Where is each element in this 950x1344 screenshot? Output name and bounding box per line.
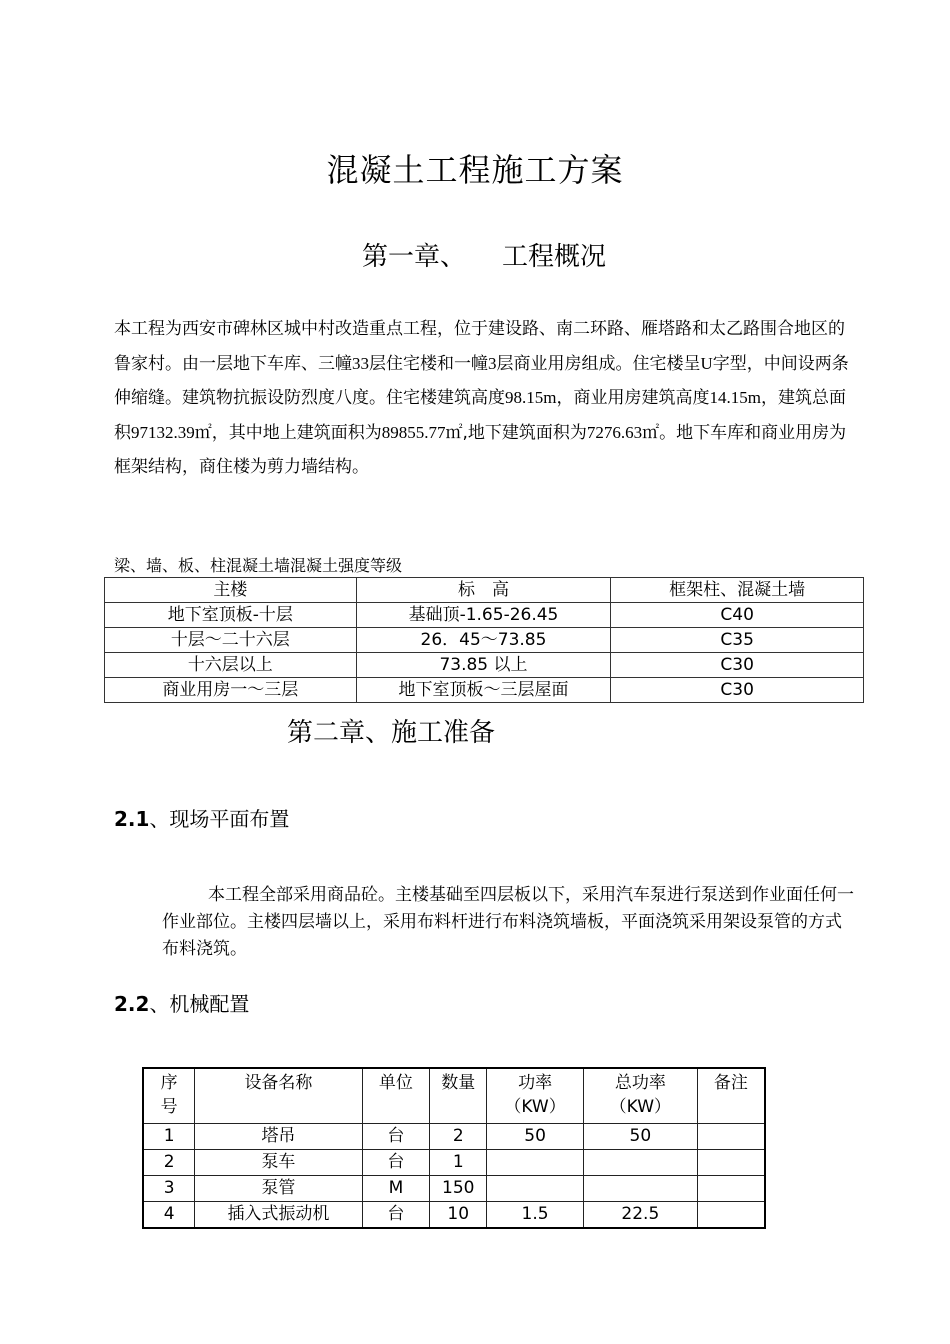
table-cell: 十层～二十六层 bbox=[105, 628, 357, 653]
table-cell: M bbox=[362, 1176, 430, 1202]
table-row bbox=[143, 1124, 765, 1150]
chapter-1-heading bbox=[0, 236, 950, 273]
intro-number: 7276.63㎡ bbox=[586, 422, 660, 442]
table-cell bbox=[583, 1150, 697, 1176]
header-line: 序 bbox=[160, 1073, 178, 1093]
header-cell-power bbox=[487, 1068, 584, 1124]
table-cell bbox=[697, 1124, 765, 1150]
table-cell: 2 bbox=[143, 1150, 195, 1176]
intro-number: 97132.39㎡ bbox=[131, 422, 212, 442]
table-cell: 泵管 bbox=[195, 1176, 362, 1202]
header-cell-name: 设备名称 bbox=[195, 1068, 362, 1124]
chapter-2-heading: 第二章、施工准备 bbox=[287, 718, 496, 748]
intro-number: 3 bbox=[488, 353, 497, 373]
table-cell: 台 bbox=[362, 1150, 430, 1176]
table-1-caption: 梁、墙、板、柱混凝土墙混凝土强度等级 bbox=[114, 556, 403, 575]
header-cell-index bbox=[143, 1068, 195, 1124]
table-cell: 泵车 bbox=[195, 1150, 362, 1176]
table-cell: C30 bbox=[611, 653, 864, 678]
table-row bbox=[143, 1202, 765, 1229]
header-cell-total-power bbox=[583, 1068, 697, 1124]
table-cell: 插入式振动机 bbox=[195, 1202, 362, 1229]
table-cell bbox=[487, 1176, 584, 1202]
table-cell: 1 bbox=[143, 1124, 195, 1150]
table-cell: 十六层以上 bbox=[105, 653, 357, 678]
header-cell: 主楼 bbox=[105, 578, 357, 603]
table-cell bbox=[487, 1150, 584, 1176]
paragraph-text: 本工程全部采用商品砼。主楼基础至四层板以下，采用汽车泵进行泵送到作业面任何一作业部位。主楼四层墙以上，采用布料杆进行布料浇筑墙板，平面浇筑采用架设泵管的方式布料浇筑。 bbox=[162, 885, 854, 959]
table-header-row bbox=[105, 578, 864, 603]
intro-number: 89855.77㎡ bbox=[381, 422, 463, 442]
intro-text: ，其中地上建筑面积为 bbox=[211, 422, 382, 443]
section-title: 、现场平面布置 bbox=[149, 807, 290, 831]
header-line: （KW） bbox=[609, 1097, 672, 1117]
header-cell-quantity: 数量 bbox=[430, 1068, 487, 1124]
table-header-row bbox=[143, 1068, 765, 1124]
concrete-strength-table bbox=[104, 577, 864, 703]
table-row bbox=[105, 653, 864, 678]
header-line: （KW） bbox=[504, 1097, 566, 1117]
table-row bbox=[105, 678, 864, 703]
intro-text: 层商业用房组成。住宅楼呈 bbox=[496, 353, 701, 374]
table-row bbox=[105, 603, 864, 628]
section-title: 、机械配置 bbox=[149, 992, 250, 1016]
table-cell: C35 bbox=[611, 628, 864, 653]
table-cell: 22.5 bbox=[583, 1202, 697, 1229]
table-cell: 基础顶-1.65-26.45 bbox=[356, 603, 611, 628]
header-line: 功率 bbox=[518, 1073, 553, 1093]
header-line: 总功率 bbox=[614, 1073, 666, 1093]
section-2-2-heading bbox=[114, 988, 249, 1017]
table-cell: 台 bbox=[362, 1124, 430, 1150]
table-cell: 商业用房一～三层 bbox=[105, 678, 357, 703]
table-cell: 3 bbox=[143, 1176, 195, 1202]
table-cell: 2 bbox=[430, 1124, 487, 1150]
table-cell: 台 bbox=[362, 1202, 430, 1229]
header-cell: 框架柱、混凝土墙 bbox=[611, 578, 864, 603]
intro-text: 。地下车库和商业用房为框架结构，商住楼为剪力墙结构。 bbox=[114, 422, 847, 477]
table-cell: 1.5 bbox=[487, 1202, 584, 1229]
table-cell: 地下室顶板-十层 bbox=[105, 603, 357, 628]
table-cell: 150 bbox=[430, 1176, 487, 1202]
intro-number: 98.15m bbox=[505, 388, 557, 407]
header-cell-unit: 单位 bbox=[362, 1068, 430, 1124]
intro-number: U bbox=[700, 353, 713, 373]
table-row bbox=[105, 628, 864, 653]
table-cell: 地下室顶板～三层屋面 bbox=[356, 678, 611, 703]
intro-number: 14.15m bbox=[709, 388, 761, 407]
header-line: 号 bbox=[160, 1097, 178, 1117]
table-cell: 4 bbox=[143, 1202, 195, 1229]
table-cell bbox=[583, 1176, 697, 1202]
intro-text: 本工程为西安市碑林区城中村改造重点工程，位于建设路、南二环路、雁塔路和太乙路围合地区的鲁家村。由一层地下车库、三幢 bbox=[114, 319, 845, 374]
table-cell bbox=[697, 1176, 765, 1202]
table-cell: 26．45～73.85 bbox=[356, 628, 611, 653]
table-cell: 塔吊 bbox=[195, 1124, 362, 1150]
table-cell: 10 bbox=[430, 1202, 487, 1229]
section-2-1-paragraph bbox=[162, 882, 854, 963]
table-cell: 50 bbox=[583, 1124, 697, 1150]
table-cell: C30 bbox=[611, 678, 864, 703]
intro-text: ,地下建筑面积为 bbox=[462, 422, 587, 443]
section-number: 2.2 bbox=[114, 992, 150, 1016]
table-cell: 1 bbox=[430, 1150, 487, 1176]
table-cell bbox=[697, 1202, 765, 1229]
intro-text: ，商业用房建筑高度 bbox=[556, 388, 710, 408]
section-2-1-heading bbox=[114, 803, 289, 832]
intro-text: 字型，中间设两条伸缩缝。建筑物抗振设防烈度八度。住宅楼建筑高度 bbox=[114, 353, 849, 408]
table-row bbox=[143, 1150, 765, 1176]
table-cell: C40 bbox=[611, 603, 864, 628]
header-cell-remarks: 备注 bbox=[697, 1068, 765, 1124]
intro-text: ，建筑总面积 bbox=[114, 388, 846, 443]
chapter-1-title: 工程概况 bbox=[502, 242, 607, 272]
chapter-1-label: 第一章、 bbox=[361, 242, 466, 272]
intro-text: 层住宅楼和一幢 bbox=[369, 353, 488, 374]
table-cell: 50 bbox=[487, 1124, 584, 1150]
document-title: 混凝土工程施工方案 bbox=[326, 151, 624, 189]
table-cell: 73.85 以上 bbox=[356, 653, 611, 678]
table-cell bbox=[697, 1150, 765, 1176]
equipment-table bbox=[142, 1067, 766, 1229]
section-number: 2.1 bbox=[114, 807, 150, 831]
intro-paragraph bbox=[114, 312, 854, 485]
header-cell: 标 高 bbox=[356, 578, 611, 603]
intro-number: 33 bbox=[352, 353, 369, 373]
table-row bbox=[143, 1176, 765, 1202]
